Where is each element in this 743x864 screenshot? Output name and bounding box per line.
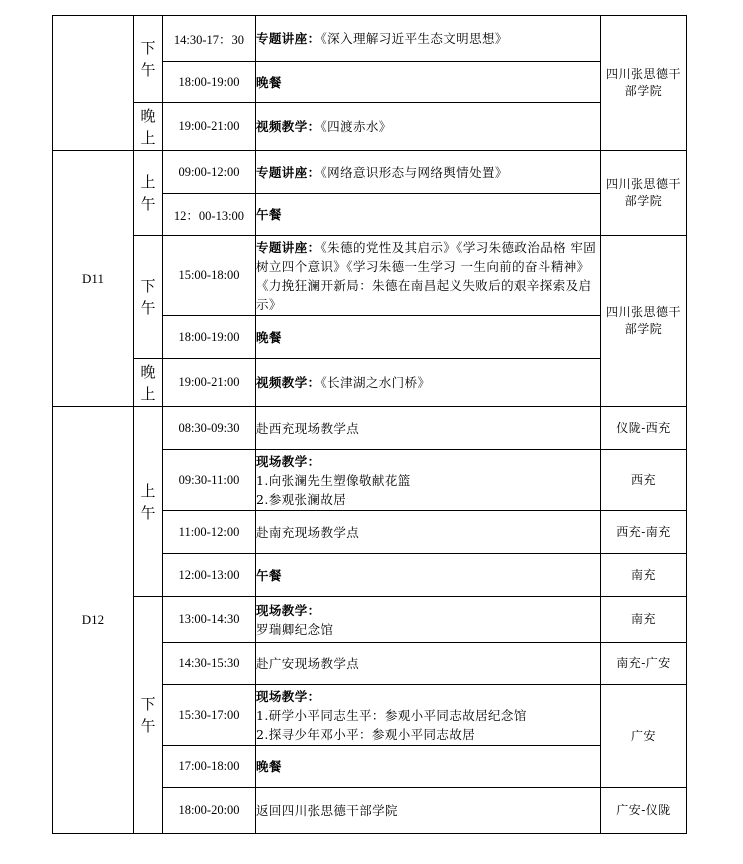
content-cell — [256, 151, 601, 194]
period-cell — [134, 359, 163, 407]
content-cell — [256, 62, 601, 103]
period-label: 上 午 — [140, 481, 156, 522]
location-cell: 南充-广安 — [601, 643, 687, 685]
location-cell: 四川张思德干部学院 — [601, 236, 687, 407]
content-cell — [256, 236, 601, 316]
period-cell — [134, 16, 163, 103]
content-cell — [256, 554, 601, 597]
period-cell — [134, 407, 163, 597]
time-cell: 19:00-21:00 — [163, 359, 256, 407]
period-label: 下 午 — [140, 277, 156, 317]
period-label: 上 午 — [140, 173, 156, 213]
content-line: 1.研学小平同志生平：参观小平同志故居纪念馆 — [256, 707, 527, 723]
day-label: D12 — [53, 407, 134, 834]
content-text: 《长津湖之水门桥》 — [320, 375, 431, 390]
location-cell: 四川张思德干部学院 — [601, 16, 687, 151]
content-cell — [256, 359, 601, 407]
content-label: 现场教学： — [256, 602, 321, 618]
period-cell — [134, 151, 163, 236]
time-cell: 09:30-11:00 — [163, 450, 256, 511]
location-cell: 西充-南充 — [601, 511, 687, 554]
table-row — [53, 151, 687, 194]
location-cell: 南充 — [601, 554, 687, 597]
time-cell: 11:00-12:00 — [163, 511, 256, 554]
time-cell: 12：00-13:00 — [163, 194, 256, 236]
content-label: 午餐 — [256, 207, 282, 222]
content-cell — [256, 597, 601, 643]
table-row — [53, 236, 687, 316]
content-cell: 赴南充现场教学点 — [256, 511, 601, 554]
time-cell: 18:00-19:00 — [163, 316, 256, 359]
content-label: 专题讲座： — [256, 239, 321, 255]
content-cell: 赴广安现场教学点 — [256, 643, 601, 685]
content-cell — [256, 16, 601, 62]
time-cell: 18:00-20:00 — [163, 788, 256, 834]
content-label: 午餐 — [256, 567, 282, 583]
location-cell: 广安-仪陇 — [601, 788, 687, 834]
content-label: 晚餐 — [256, 759, 282, 774]
content-cell — [256, 746, 601, 788]
content-label: 现场教学： — [256, 453, 321, 469]
period-cell — [134, 103, 163, 151]
time-cell: 15:30-17:00 — [163, 685, 256, 746]
content-label: 晚餐 — [256, 74, 282, 90]
content-text: 《朱德的党性及其启示》《学习朱德政治品格 牢固树立四个意识》《学习朱德一生学习 一生向前的奋斗精神》《力挽狂澜开新局：朱德在南昌起义失败后的艰辛探索及启示》 — [256, 239, 597, 312]
day-label: D11 — [53, 151, 134, 407]
content-cell — [256, 685, 601, 746]
period-cell — [134, 597, 163, 834]
content-line: 罗瑞卿纪念馆 — [256, 621, 334, 637]
content-cell — [256, 316, 601, 359]
location-cell: 西充 — [601, 450, 687, 511]
content-text: 《网络意识形态与网络舆情处置》 — [320, 164, 508, 180]
time-cell: 13:00-14:30 — [163, 597, 256, 643]
location-cell: 南充 — [601, 597, 687, 643]
time-cell: 14:30-15:30 — [163, 643, 256, 685]
period-label: 下 午 — [140, 39, 156, 79]
time-cell: 15:00-18:00 — [163, 236, 256, 316]
table-row — [53, 359, 687, 407]
content-cell: 返回四川张思德干部学院 — [256, 788, 601, 834]
period-label: 下 午 — [140, 695, 156, 735]
location-cell: 仪陇-西充 — [601, 407, 687, 450]
table-row — [53, 407, 687, 450]
time-cell: 17:00-18:00 — [163, 746, 256, 788]
table-row — [53, 103, 687, 151]
time-cell: 09:00-12:00 — [163, 151, 256, 194]
content-label: 现场教学： — [256, 688, 321, 704]
time-cell: 14:30-17：30 — [163, 16, 256, 62]
content-cell — [256, 194, 601, 236]
content-cell — [256, 450, 601, 511]
time-cell: 08:30-09:30 — [163, 407, 256, 450]
content-cell — [256, 103, 601, 151]
time-cell: 12:00-13:00 — [163, 554, 256, 597]
period-cell — [134, 236, 163, 359]
content-label: 视频教学： — [256, 119, 321, 134]
schedule-table — [52, 15, 687, 834]
day-cell-empty — [53, 16, 134, 151]
content-text: 《四渡赤水》 — [320, 119, 392, 134]
table-row — [53, 16, 687, 62]
location-cell: 四川张思德干部学院 — [601, 151, 687, 236]
content-label: 晚餐 — [256, 329, 282, 345]
table-row — [53, 597, 687, 643]
content-label: 专题讲座： — [256, 164, 321, 180]
period-label: 晚 上 — [140, 362, 156, 403]
content-cell: 赴西充现场教学点 — [256, 407, 601, 450]
content-line: 1.向张澜先生塑像敬献花篮 — [256, 472, 411, 488]
content-label: 视频教学： — [256, 375, 321, 390]
content-line: 2.参观张澜故居 — [256, 491, 347, 507]
period-label: 晚 上 — [140, 106, 156, 147]
content-text: 《深入理解习近平生态文明思想》 — [320, 31, 508, 46]
time-cell: 18:00-19:00 — [163, 62, 256, 103]
location-cell: 广安 — [601, 685, 687, 788]
content-label: 专题讲座： — [256, 31, 321, 46]
content-line: 2.探寻少年邓小平：参观小平同志故居 — [256, 726, 476, 742]
time-cell: 19:00-21:00 — [163, 103, 256, 151]
